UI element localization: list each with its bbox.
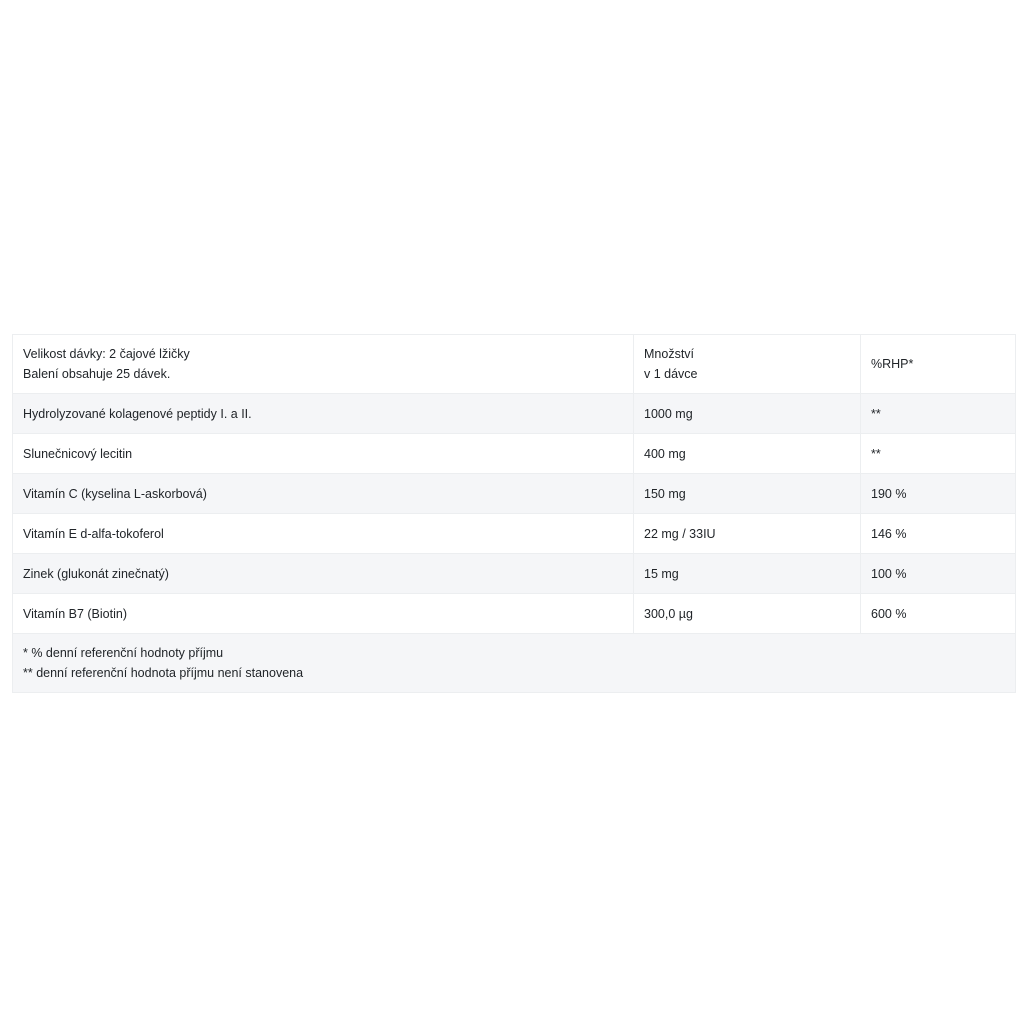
ingredient-rhp: 600 % [861, 594, 1016, 634]
ingredient-rhp: 146 % [861, 514, 1016, 554]
ingredient-rhp: 100 % [861, 554, 1016, 594]
amount-header-cell [634, 335, 861, 394]
nutrition-table [12, 334, 1016, 693]
ingredient-name: Zinek (glukonát zinečnatý) [13, 554, 634, 594]
ingredient-name: Vitamín B7 (Biotin) [13, 594, 634, 634]
serving-size-text: Velikost dávky: 2 čajové lžičky [23, 347, 190, 361]
ingredient-rhp: ** [861, 394, 1016, 434]
ingredient-name: Vitamín E d-alfa-tokoferol [13, 514, 634, 554]
rhp-header-cell: %RHP* [861, 335, 1016, 394]
ingredient-amount: 15 mg [634, 554, 861, 594]
ingredient-amount: 300,0 µg [634, 594, 861, 634]
footnote-not-established: ** denní referenční hodnota příjmu není stanovena [23, 666, 304, 680]
table-row [13, 394, 1016, 434]
footnotes-row [13, 634, 1016, 693]
ingredient-rhp: 190 % [861, 474, 1016, 514]
ingredient-amount: 22 mg / 33IU [634, 514, 861, 554]
table-row [13, 474, 1016, 514]
ingredient-name: Vitamín C (kyselina L-askorbová) [13, 474, 634, 514]
table-row [13, 514, 1016, 554]
serving-info-cell [13, 335, 634, 394]
ingredient-amount: 400 mg [634, 434, 861, 474]
table-row [13, 554, 1016, 594]
amount-header-line2: v 1 dávce [644, 367, 698, 381]
servings-per-pack-text: Balení obsahuje 25 dávek. [23, 367, 171, 381]
ingredient-name: Hydrolyzované kolagenové peptidy I. a II. [13, 394, 634, 434]
table-row [13, 434, 1016, 474]
footnote-rhp: * % denní referenční hodnoty příjmu [23, 646, 224, 660]
ingredient-rhp: ** [861, 434, 1016, 474]
footnotes-cell [13, 634, 1016, 693]
ingredient-amount: 150 mg [634, 474, 861, 514]
ingredient-amount: 1000 mg [634, 394, 861, 434]
table-row [13, 594, 1016, 634]
table-header-row [13, 335, 1016, 394]
ingredient-name: Slunečnicový lecitin [13, 434, 634, 474]
amount-header-line1: Množství [644, 347, 695, 361]
